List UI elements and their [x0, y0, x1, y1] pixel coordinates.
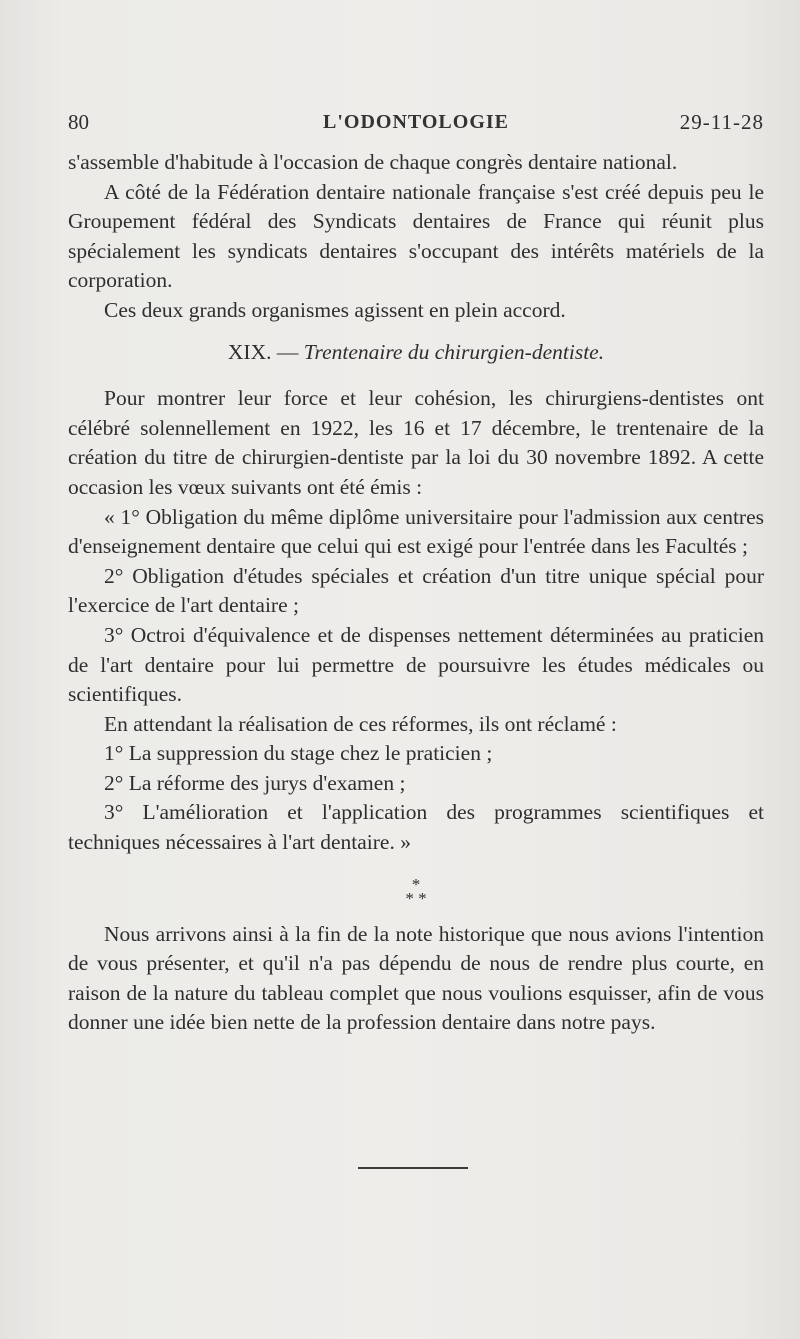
paragraph: 2° Obligation d'études spéciales et création d'un titre unique spécial pour l'exercice de l'art dentaire ; [68, 563, 764, 618]
end-rule [358, 1167, 468, 1169]
asterism-bottom: * * [405, 888, 427, 908]
journal-title: L'ODONTOLOGIE [322, 111, 509, 133]
paragraph: « 1° Obligation du même diplôme universitaire pour l'admission aux centres d'enseignement dentaire que celui qui est exigé pour l'entrée dans les Facultés ; [68, 504, 764, 559]
paragraph: Nous arrivons ainsi à la fin de la note historique que nous avions l'intention de vous présenter, et qu'il n'a pas dépendu de nous de rendre plus courte, en raison de la nature du tableau complet que nous voulions esquisser, afin de vous donner une idée bien nette de la profession dentaire dans notre pays. [68, 921, 764, 1035]
paragraph: s'assemble d'habitude à l'occasion de chaque congrès dentaire national. [68, 150, 678, 174]
section-number: XIX. — [227, 339, 299, 364]
paragraph: 3° Octroi d'équivalence et de dispenses nettement déterminées au praticien de l'art dentaire pour lui permettre de poursuivre les études médicales ou scientifiques. [68, 622, 764, 707]
paragraph: 1° La suppression du stage chez le praticien ; [104, 741, 493, 766]
asterism-top: * [411, 874, 421, 894]
paragraph: 3° L'amélioration et l'application des programmes scientifiques et techniques nécessaires à l'art dentaire. » [68, 800, 764, 855]
page-number: 80 [68, 110, 89, 134]
paragraph: 2° La réforme des jurys d'examen ; [104, 770, 406, 795]
running-header [68, 110, 764, 140]
article-body [68, 148, 764, 1038]
section-title: Trentenaire du chirurgien-dentiste. [303, 339, 605, 364]
paragraph: En attendant la réalisation de ces réformes, ils ont réclamé : [104, 711, 617, 736]
paragraph: Ces deux grands organismes agissent en plein accord. [104, 297, 566, 322]
paragraph: Pour montrer leur force et leur cohésion, les chirurgiens-dentistes ont célébré solennellement en 1922, les 16 et 17 décembre, le trentenaire de la création du titre de chirurgien-dentiste par la loi du 30 novembre 1892. A cette occasion les vœux suivants ont été émis : [68, 386, 764, 499]
issue-date: 29-11-28 [679, 110, 764, 134]
asterism [68, 874, 764, 908]
section-heading [68, 338, 764, 368]
paragraph: A côté de la Fédération dentaire nationale française s'est créé depuis peu le Groupement fédéral des Syndicats dentaires de France qui réunit plus spécialement les syndicats dentaires s'occupant des intérêts matériels de la corporation. [68, 179, 764, 293]
